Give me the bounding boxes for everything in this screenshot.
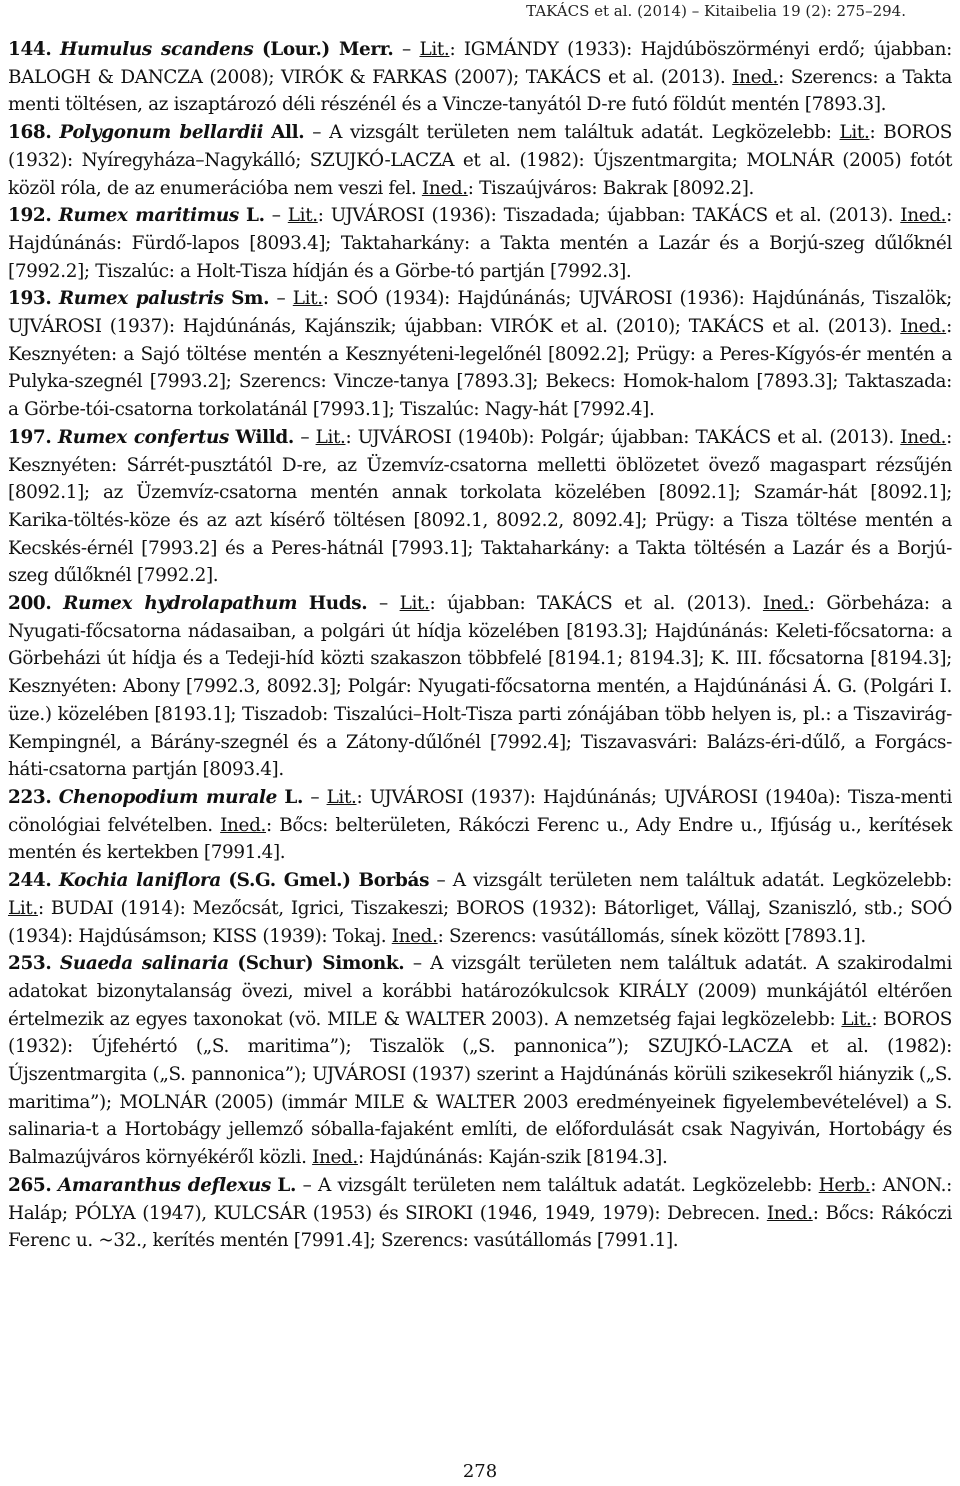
lit-label: Lit. (839, 122, 870, 144)
species-name: Rumex maritimus (58, 205, 239, 227)
entry-number: 197. (8, 426, 52, 448)
entry-text: : SOÓ (1934): Hajdúnánás; UJVÁROSI (1936): Hajdúnánás, Tiszalök; UJVÁROSI (1937): Hajdúnánás, Kajánszik; újabban: VIRÓK et al. (2010); TAKÁCS et al. (2013). (8, 288, 952, 338)
species-name: Suaeda salinaria (59, 953, 229, 975)
entry-text: : Tiszaújváros: Bakrak [8092.2]. (467, 177, 755, 199)
ined-label: Ined. (900, 316, 947, 338)
ined-label: Ined. (762, 593, 809, 615)
entry-text: : UJVÁROSI (1937): Hajdúnánás; UJVÁROSI (1940a): Tisza-menti cönológiai felvételben. (8, 786, 953, 836)
entry-text: : újabban: TAKÁCS et al. (2013). (429, 593, 763, 615)
species-name: Rumex hydrolapathum (63, 593, 298, 615)
entry-number: 244. (8, 870, 52, 892)
entry-text: : BUDAI (1914): Mezőcsát, Igrici, Tiszakeszi; BOROS (1932): Bátorliget, Vállaj, Szaniszló, stb.; SOÓ (1934): Hajdúsámson; KISS (1939): Tokaj. (8, 897, 952, 947)
species-entry (8, 867, 952, 950)
species-name: Humulus scandens (60, 39, 254, 60)
entry-text: : Hajdúnánás: Kaján-szik [8194.3]. (357, 1147, 668, 1169)
herb-label: Herb. (818, 1174, 871, 1196)
species-name: Rumex confertus (57, 426, 230, 448)
lit-label: Lit. (419, 39, 450, 60)
species-entry (8, 784, 952, 867)
species-entry (8, 950, 952, 1172)
entry-text: – (393, 39, 420, 60)
entry-text: : Szerencs: vasútállomás, sínek között [7893.1]. (437, 925, 866, 947)
species-name: Kochia laniflora (58, 870, 221, 892)
lit-label: Lit. (292, 288, 323, 310)
species-author: (Lour.) Merr. (261, 39, 394, 60)
entry-text: – A vizsgált területen nem találtuk adatát. Legközelebb: (429, 870, 953, 892)
species-entry (8, 285, 952, 424)
entry-text: – A vizsgált területen nem találtuk adatát. A szakirodalmi adatokat bizonytalanság övezi, mivel a korábbi határozókulcsok KIRÁLY (2009) munkájától eltérően értelmezik az egyes taxonokat (vö. MILE & WALTER 2003). A nemzetség fajai legközelebb: (8, 953, 953, 1030)
ined-label: Ined. (900, 426, 947, 448)
lit-label: Lit. (287, 205, 318, 227)
entry-text: – (367, 593, 400, 615)
entry-number: 168. (8, 122, 52, 144)
entry-text: : IGMÁNDY (1933): Hajdúböszörményi erdő; újabban: BALOGH & DANCZA (2008); VIRÓK & FARKAS (2007); TAKÁCS et al. (2013). (8, 39, 953, 88)
entry-text: : Bőcs: belterületen, Rákóczi Ferenc u., Ady Endre u., Ifjúság u., kerítések mentén és kertekben [7991.4]. (8, 814, 952, 864)
lit-label: Lit. (326, 786, 357, 808)
entry-text: – (293, 426, 316, 448)
entry-number: 192. (8, 205, 52, 227)
lit-label: Lit. (315, 426, 346, 448)
ined-label: Ined. (220, 814, 267, 836)
entry-text: – (269, 288, 293, 310)
entry-text: : Bőcs: Rákóczi Ferenc u. ~32., kerítés mentén [7991.4]; Szerencs: vasútállomás [7991.1]. (8, 1202, 952, 1252)
entry-number: 193. (8, 288, 52, 310)
entry-text: : Görbeháza: a Nyugati-főcsatorna nádasaiban, a polgári út hídja közelében [8193.3]; Hajdúnánás: Keleti-főcsatorna: a Görbeházi út hídja és a Tedeji-híd közti szakaszon többfelé [8194.1; 8194.3]; K. III. főcsatorna [8194.3]; Kesznyéten: Abony [7992.3, 8092.3]; Polgár: Nyugati-főcsatorna mentén, a Hajdúnánási Á. G. (Polgári I. üze.) közelében [8193.1]; Tiszadob: Tiszalúci–Holt-Tisza parti zónájában több helyen is, pl.: a Tiszavirág-Kempingnél, a Bárány-szegnél és a Zátony-dűlőnél [7992.4]; Tiszavasvári: Balázs-éri-dűlő, a Forgács-háti-csatorna partján [8093.4]. (8, 593, 952, 781)
species-name: Chenopodium murale (58, 786, 277, 808)
ined-label: Ined. (421, 177, 468, 199)
entry-text: – (303, 786, 327, 808)
entry-text: : BOROS (1932): Újfehértó („S. maritima”); Tiszalök („S. pannonica”); SZUJKÓ-LACZA et al. (1982): Újszentmargita („S. pannonica”); UJVÁROSI (1937) szerint a Hajdúnánás körüli szikesekről hiányzik („S. maritima”); MOLNÁR (2005) (immár MILE & WALTER 2003 eredményeinek figyelembevételével) a S. salinaria-t a Hortobágy jellemző sóballa-fajaként említi, de előfordulását csak Nagyiván, Hortobágy és Balmazújváros környékéről közli. (8, 1008, 952, 1169)
entry-text: : ANON.: Haláp; PÓLYA (1947), KULCSÁR (1953) és SIROKI (1946, 1949, 1979): Debrecen. (8, 1174, 952, 1224)
ined-label: Ined. (391, 925, 438, 947)
species-author: All. (271, 122, 305, 144)
species-list (8, 36, 952, 1255)
species-author: L. (246, 205, 265, 227)
entry-text: : Kesznyéten: a Sajó töltése mentén a Kesznyéteni-legelőnél [8092.2]; Prügy: a Peres-Kígyós-ér mentén a Pulyka-szegnél [7993.2]; Szerencs: Vincze-tanya [7893.3]; Bekecs: Homok-halom [7893.3]; Taktaszada: a Görbe-tói-csatorna torkolatánál [7993.1]; Tiszalúc: Nagy-hát [7992.4]. (8, 316, 952, 421)
species-name: Polygonum bellardii (59, 122, 264, 144)
entry-number: 223. (8, 786, 52, 808)
species-author: L. (284, 786, 303, 808)
entry-number: 200. (8, 593, 52, 615)
entry-number: 253. (8, 953, 52, 975)
entry-text: : UJVÁROSI (1936): Tiszadada; újabban: TAKÁCS et al. (2013). (317, 205, 901, 227)
entry-number: 144. (8, 39, 52, 60)
entry-text: – (264, 205, 288, 227)
species-author: L. (277, 1174, 297, 1196)
ined-label: Ined. (732, 66, 779, 88)
species-entry (8, 424, 952, 590)
lit-label: Lit. (399, 593, 430, 615)
entry-text: : Hajdúnánás: Fürdő-lapos [8093.4]; Taktaharkány: a Takta mentén a Lazár és a Borjú-szeg dűlőknél [7992.2]; Tiszalúc: a Holt-Tisza hídján és a Görbe-tó partján [7992.3]. (8, 205, 953, 282)
species-entry (8, 1172, 952, 1255)
entry-text: – A vizsgált területen nem találtuk adatát. Legközelebb: (296, 1174, 819, 1196)
ined-label: Ined. (766, 1202, 813, 1224)
species-author: Sm. (231, 288, 270, 310)
species-entry (8, 36, 952, 119)
species-entry (8, 590, 952, 784)
entry-text: : BOROS (1932): Nyíregyháza–Nagykálló; SZUJKÓ-LACZA et al. (1982): Újszentmargita; MOLNÁR (2005) fotót közöl róla, de az enumerációba nem veszi fel. (8, 122, 952, 199)
entry-text: : Szerencs: a Takta menti töltésen, az iszaptározó déli részénél és a Vincze-tanyától D-re futó földút mentén [7893.3]. (8, 66, 952, 116)
species-author: Huds. (308, 593, 368, 615)
species-entry (8, 202, 952, 285)
species-name: Amaranthus deflexus (57, 1174, 271, 1196)
lit-label: Lit. (8, 897, 38, 919)
species-entry (8, 119, 952, 202)
species-author: Willd. (235, 426, 294, 448)
entry-text: : Kesznyéten: Sárrét-pusztától D-re, az Üzemvíz-csatorna melletti öblözetet övező magaspart rézsűjén [8092.1]; az Üzemvíz-csatorna mentén annak torkolata közelében [8092.1]; Szamár-hát [8092.1]; Karika-töltés-köze és az azt kísérő töltésen [8092.1, 8092.2, 8092.4]; Prügy: a Tisza töltése mentén a Kecskés-érnél [7993.2] és a Peres-hátnál [7993.1]; Taktaharkány: a Takta töltésén a Lazár és a Borjú-szeg dűlőknél [7992.2]. (8, 426, 953, 587)
entry-text: : UJVÁROSI (1940b): Polgár; újabban: TAKÁCS et al. (2013). (345, 426, 901, 448)
ined-label: Ined. (312, 1147, 358, 1169)
species-name: Rumex palustris (58, 288, 224, 310)
entry-number: 265. (8, 1174, 52, 1196)
species-author: (Schur) Simonk. (237, 953, 405, 975)
species-author: (S.G. Gmel.) Borbás (228, 870, 430, 892)
page-number: 278 (462, 1461, 498, 1482)
running-head: TAKÁCS et al. (2014) – Kitaibelia 19 (2): 275–294. (526, 2, 906, 20)
entry-text: – A vizsgált területen nem találtuk adatát. Legközelebb: (304, 122, 840, 144)
ined-label: Ined. (900, 205, 947, 227)
lit-label: Lit. (841, 1008, 872, 1030)
